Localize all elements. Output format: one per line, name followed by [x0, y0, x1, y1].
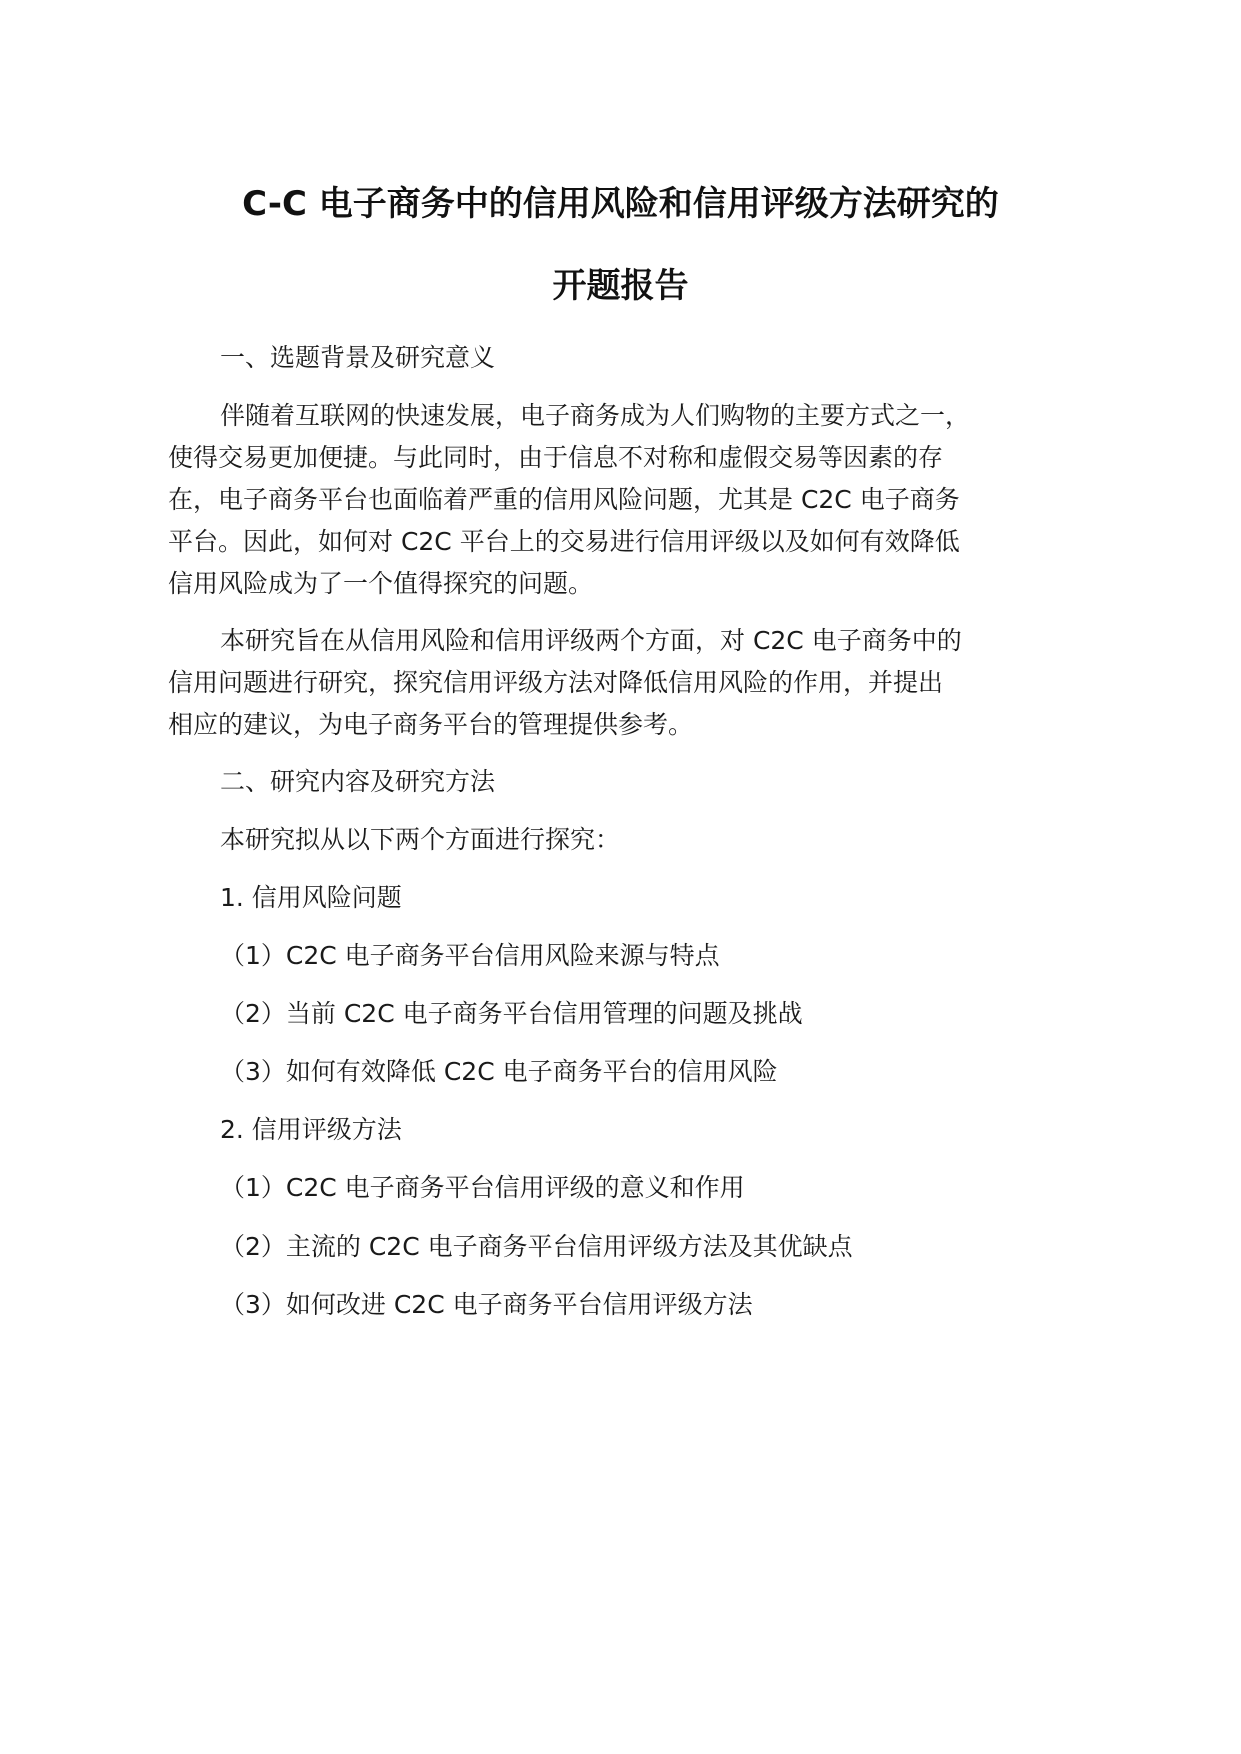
list-item: （1）C2C 电子商务平台信用风险来源与特点	[220, 941, 720, 970]
paragraph-aim-line-2: 信用问题进行研究，探究信用评级方法对降低信用风险的作用，并提出	[168, 668, 944, 697]
list-item: （3）如何有效降低 C2C 电子商务平台的信用风险	[220, 1057, 778, 1086]
intro-text: 本研究拟从以下两个方面进行探究：	[220, 825, 621, 854]
topic-heading-rating-methods: 2. 信用评级方法	[220, 1115, 402, 1144]
section-heading-background: 一、选题背景及研究意义	[220, 343, 496, 372]
paragraph-background-line-4: 平台。因此，如何对 C2C 平台上的交易进行信用评级以及如何有效降低	[168, 527, 960, 556]
paragraph-background-line-2: 使得交易更加便捷。与此同时，由于信息不对称和虚假交易等因素的存	[168, 443, 944, 472]
list-item: （2）主流的 C2C 电子商务平台信用评级方法及其优缺点	[220, 1232, 853, 1261]
topic-heading-credit-risk: 1. 信用风险问题	[220, 883, 402, 912]
list-item: （2）当前 C2C 电子商务平台信用管理的问题及挑战	[220, 999, 803, 1028]
list-item: （1）C2C 电子商务平台信用评级的意义和作用	[220, 1173, 745, 1202]
paragraph-background-line-3: 在，电子商务平台也面临着严重的信用风险问题，尤其是 C2C 电子商务	[168, 485, 960, 514]
section-heading-content-methods: 二、研究内容及研究方法	[220, 767, 496, 796]
list-item: （3）如何改进 C2C 电子商务平台信用评级方法	[220, 1290, 753, 1319]
paragraph-aim-line-3: 相应的建议，为电子商务平台的管理提供参考。	[168, 710, 694, 739]
paragraph-background-line-1: 伴随着互联网的快速发展，电子商务成为人们购物的主要方式之一，	[220, 401, 971, 430]
document-title-line-2: 开题报告	[552, 266, 689, 306]
document-title-line-1: C-C 电子商务中的信用风险和信用评级方法研究的	[242, 184, 999, 224]
paragraph-aim-line-1: 本研究旨在从信用风险和信用评级两个方面，对 C2C 电子商务中的	[220, 626, 962, 655]
paragraph-background-line-5: 信用风险成为了一个值得探究的问题。	[168, 569, 594, 598]
